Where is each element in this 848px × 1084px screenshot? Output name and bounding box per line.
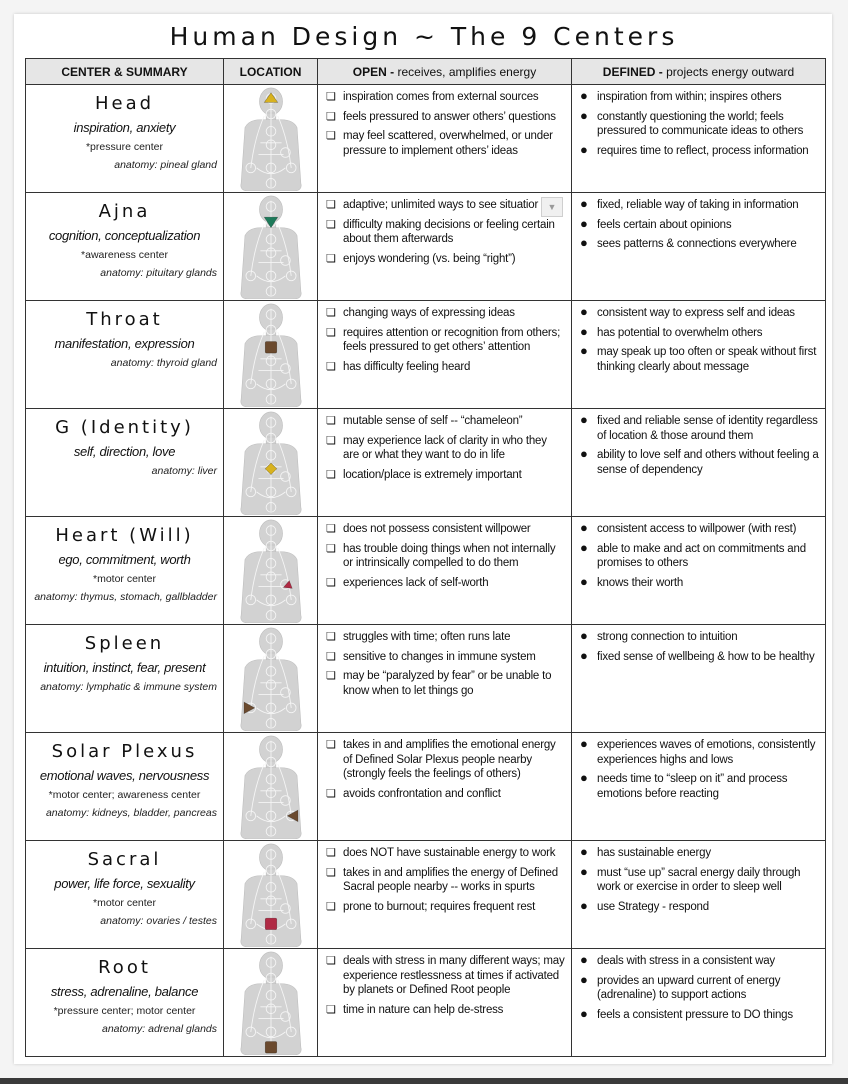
location-cell: [224, 841, 318, 949]
table-row: [26, 409, 826, 517]
checkbox-icon: ❏: [326, 130, 336, 142]
bullet-icon: ●: [580, 952, 588, 967]
center-summary-cell: [26, 625, 224, 733]
defined-trait-text: needs time to “sleep on it” and process emotions before reacting: [597, 773, 788, 800]
center-summary-cell: [26, 301, 224, 409]
bullet-icon: ●: [580, 628, 588, 643]
list-item: [580, 414, 819, 443]
list-item: [580, 738, 819, 767]
defined-trait-text: knows their worth: [597, 576, 684, 589]
defined-list: [572, 409, 825, 477]
list-item: [326, 576, 565, 591]
bullet-icon: ●: [580, 770, 588, 785]
bullet-icon: ●: [580, 323, 588, 339]
checkbox-icon: ❏: [326, 670, 336, 682]
bodygraph-svg: [234, 303, 308, 407]
defined-trait-text: has sustainable energy: [597, 847, 711, 859]
table-row: [26, 841, 826, 949]
open-trait-text: deals with stress in many different ways; may experience restlessness at times if activated by planets or Defined Root people: [343, 955, 565, 996]
list-item: [580, 630, 819, 645]
defined-trait-text: experiences waves of emotions, consistently experiences highs and lows: [597, 739, 816, 766]
list-item: [326, 218, 565, 247]
defined-cell: [572, 517, 826, 625]
defined-list: [572, 841, 825, 914]
list-item: [580, 897, 819, 915]
open-trait-text: has difficulty feeling heard: [343, 360, 471, 373]
open-list: [318, 625, 571, 698]
checkbox-icon: ❏: [326, 739, 336, 751]
center-keywords: emotional waves, nervousness: [39, 768, 210, 783]
location-cell: [224, 193, 318, 301]
bullet-icon: ●: [580, 235, 588, 250]
bodygraph-icon: [224, 303, 317, 407]
bodygraph-icon: [224, 735, 317, 839]
list-item: [326, 129, 565, 158]
checkbox-icon: ❏: [326, 218, 336, 231]
open-trait-text: takes in and amplifies the energy of Defined Sacral people nearby -- works in spurts: [343, 866, 558, 893]
open-list: [318, 193, 571, 266]
bodygraph-icon: [224, 411, 317, 515]
bullet-icon: ●: [580, 844, 588, 859]
bodygraph-icon: [224, 195, 317, 299]
open-trait-text: experiences lack of self-worth: [343, 576, 489, 589]
list-item: [580, 539, 819, 571]
center-type-note: *pressure center; motor center: [53, 1005, 196, 1017]
open-trait-text: takes in and amplifies the emotional energy of Defined Solar Plexus people nearby (strongly feels the feelings of others): [343, 739, 556, 780]
defined-trait-text: fixed and reliable sense of identity regardless of location & those around them: [597, 415, 818, 442]
list-item: [326, 738, 565, 782]
open-cell: [318, 625, 572, 733]
list-item: [580, 215, 819, 233]
location-cell: [224, 409, 318, 517]
defined-list: [572, 193, 825, 252]
defined-cell: [572, 409, 826, 517]
list-item: [326, 1003, 565, 1018]
defined-cell: [572, 85, 826, 193]
location-cell: [224, 301, 318, 409]
checkbox-icon: ❏: [326, 1003, 336, 1016]
bodygraph-svg: [234, 951, 308, 1055]
bodygraph-icon: [224, 951, 317, 1055]
defined-trait-text: fixed, reliable way of taking in information: [597, 199, 799, 211]
defined-cell: [572, 193, 826, 301]
open-trait-text: does not possess consistent willpower: [343, 523, 531, 535]
open-cell: [318, 85, 572, 193]
bodygraph-svg: [234, 519, 308, 623]
defined-trait-text: consistent access to willpower (with rest): [597, 523, 797, 535]
defined-trait-text: feels a consistent pressure to DO things: [597, 1008, 793, 1021]
center-anatomy: anatomy: lymphatic & immune system: [40, 681, 217, 693]
open-trait-text: requires attention or recognition from others; feels pressured to get others’ attention: [343, 326, 561, 353]
defined-trait-text: sees patterns & connections everywhere: [597, 238, 797, 250]
table-row: [26, 949, 826, 1057]
center-anatomy: anatomy: pineal gland: [114, 159, 217, 171]
location-cell: [224, 949, 318, 1057]
open-trait-text: difficulty making decisions or feeling certain about them afterwards: [343, 218, 555, 245]
open-cell: [318, 841, 572, 949]
bodygraph-icon: [224, 843, 317, 947]
bullet-icon: ●: [580, 215, 588, 231]
bullet-icon: ●: [580, 304, 588, 319]
bullet-icon: ●: [580, 446, 588, 461]
bodygraph-svg: [234, 411, 308, 515]
center-keywords: intuition, instinct, fear, present: [43, 660, 206, 675]
defined-cell: [572, 733, 826, 841]
list-item: [580, 107, 819, 139]
open-trait-text: has trouble doing things when not internally or intrinsically compelled to do them: [343, 542, 556, 569]
open-list: [318, 301, 571, 374]
center-name: Throat: [86, 309, 163, 330]
defined-list: [572, 517, 825, 590]
table-row: [26, 193, 826, 301]
checkbox-icon: ❏: [326, 631, 336, 643]
open-trait-text: mutable sense of self -- “chameleon”: [343, 415, 523, 427]
center-keywords: cognition, conceptualization: [48, 228, 201, 243]
center-type-note: *motor center: [92, 573, 157, 585]
checkbox-icon: ❏: [326, 542, 336, 555]
bullet-icon: ●: [580, 647, 588, 663]
center-name: Sacral: [87, 849, 162, 870]
list-item: [580, 846, 819, 861]
open-trait-text: sensitive to changes in immune system: [343, 650, 536, 663]
center-keywords: manifestation, expression: [54, 336, 195, 351]
open-cell: [318, 193, 572, 301]
chevron-down-icon[interactable]: ▼: [541, 197, 563, 217]
defined-trait-text: provides an upward current of energy (adrenaline) to support actions: [597, 974, 781, 1001]
bodygraph-svg: [234, 627, 308, 731]
header-location: LOCATION: [224, 59, 318, 85]
list-item: [326, 360, 565, 375]
list-item: [326, 846, 565, 861]
open-list: [318, 85, 571, 158]
list-item: [580, 198, 819, 213]
open-trait-text: changing ways of expressing ideas: [343, 307, 515, 319]
open-trait-text: enjoys wondering (vs. being “right”): [343, 252, 516, 265]
list-item: [326, 326, 565, 355]
list-item: [580, 90, 819, 105]
defined-trait-text: strong connection to intuition: [597, 631, 738, 643]
open-list: [318, 733, 571, 801]
list-item: [326, 306, 565, 321]
open-trait-text: may be “paralyzed by fear” or be unable to know when to let things go: [343, 670, 552, 697]
center-name: G (Identity): [55, 417, 194, 438]
bullet-icon: ●: [580, 736, 588, 751]
list-item: [326, 198, 565, 213]
open-trait-text: feels pressured to answer others’ questions: [343, 110, 556, 123]
center-keywords: self, direction, love: [73, 444, 176, 459]
header-defined-label: DEFINED -: [602, 64, 663, 79]
table-row: [26, 733, 826, 841]
bullet-icon: ●: [580, 88, 588, 103]
list-item: [326, 954, 565, 998]
checkbox-icon: ❏: [326, 110, 336, 123]
bullet-icon: ●: [580, 343, 588, 358]
bullet-icon: ●: [580, 897, 588, 913]
list-item: [580, 237, 819, 252]
checkbox-icon: ❏: [326, 307, 336, 319]
table-header-row: [26, 59, 826, 85]
center-name: Heart (Will): [55, 525, 194, 546]
checkbox-icon: ❏: [326, 650, 336, 663]
open-list: [318, 409, 571, 482]
list-item: [326, 630, 565, 645]
center-name: Ajna: [98, 201, 151, 222]
defined-trait-text: deals with stress in a consistent way: [597, 955, 775, 967]
defined-trait-text: ability to love self and others without feeling a sense of dependency: [597, 449, 819, 476]
center-type-note: *pressure center: [85, 141, 164, 153]
list-item: [326, 434, 565, 463]
defined-list: [572, 949, 825, 1022]
list-item: [580, 954, 819, 969]
defined-trait-text: may speak up too often or speak without first thinking clearly about message: [597, 346, 817, 373]
list-item: [326, 669, 565, 698]
checkbox-icon: ❏: [326, 866, 336, 879]
list-item: [326, 866, 565, 895]
list-item: [580, 306, 819, 321]
center-anatomy: anatomy: liver: [151, 465, 217, 477]
list-item: [326, 522, 565, 537]
bodygraph-icon: [224, 519, 317, 623]
center-type-note: *motor center: [92, 897, 157, 909]
defined-trait-text: fixed sense of wellbeing & how to be healthy: [597, 650, 815, 663]
center-summary-cell: [26, 193, 224, 301]
center-anatomy: anatomy: thymus, stomach, gallbladder: [34, 591, 217, 603]
list-item: [326, 468, 565, 483]
defined-trait-text: able to make and act on commitments and promises to others: [597, 542, 806, 569]
list-item: [326, 110, 565, 125]
defined-trait-text: inspiration from within; inspires others: [597, 91, 782, 103]
open-trait-text: inspiration comes from external sources: [343, 91, 539, 103]
center-marker: [265, 342, 277, 354]
bullet-icon: ●: [580, 141, 588, 157]
bullet-icon: ●: [580, 520, 588, 535]
list-item: [326, 650, 565, 665]
checkbox-icon: ❏: [326, 434, 336, 447]
location-cell: [224, 517, 318, 625]
open-trait-text: may experience lack of clarity in who they are or what they want to do in life: [343, 434, 547, 461]
defined-cell: [572, 625, 826, 733]
open-trait-text: may feel scattered, overwhelmed, or under pressure to implement others’ ideas: [343, 130, 553, 157]
defined-trait-text: feels certain about opinions: [597, 218, 732, 231]
list-item: [580, 323, 819, 341]
center-summary-cell: [26, 85, 224, 193]
header-center-summary: CENTER & SUMMARY: [26, 59, 224, 85]
table-body: [26, 85, 826, 1057]
center-name: Spleen: [84, 633, 165, 654]
list-item: [580, 522, 819, 537]
header-open-label: OPEN -: [352, 64, 395, 79]
open-trait-text: time in nature can help de-stress: [343, 1003, 504, 1016]
center-summary-cell: [26, 949, 224, 1057]
center-keywords: inspiration, anxiety: [73, 120, 176, 135]
center-anatomy: anatomy: ovaries / testes: [100, 915, 217, 927]
checkbox-icon: ❏: [326, 955, 336, 967]
defined-cell: [572, 841, 826, 949]
center-marker: [265, 918, 277, 930]
checkbox-icon: ❏: [326, 360, 336, 373]
open-trait-text: adaptive; unlimited ways to see situatior: [343, 199, 539, 211]
open-list: [318, 841, 571, 914]
checkbox-icon: ❏: [326, 326, 336, 339]
defined-trait-text: constantly questioning the world; feels pressured to communicate ideas to others: [597, 110, 804, 137]
bullet-icon: ●: [580, 412, 588, 427]
bodygraph-icon: [224, 627, 317, 731]
bullet-icon: ●: [580, 196, 588, 211]
checkbox-icon: ❏: [326, 576, 336, 589]
list-item: [580, 448, 819, 477]
checkbox-icon: ❏: [326, 468, 336, 481]
open-list: [318, 517, 571, 590]
bullet-icon: ●: [580, 1005, 588, 1021]
center-name: Head: [94, 93, 155, 114]
bodygraph-svg: [234, 843, 308, 947]
list-item: [580, 345, 819, 374]
center-summary-cell: [26, 409, 224, 517]
list-item: [580, 141, 819, 159]
checkbox-icon: ❏: [326, 199, 336, 211]
center-type-note: *motor center; awareness center: [48, 789, 201, 801]
list-item: [326, 900, 565, 915]
open-trait-text: struggles with time; often runs late: [343, 631, 511, 643]
defined-cell: [572, 301, 826, 409]
center-type-note: *awareness center: [81, 249, 168, 261]
header-defined-desc: projects energy outward: [662, 64, 795, 79]
checkbox-icon: ❏: [326, 847, 336, 859]
center-summary-cell: [26, 733, 224, 841]
page-title: Human Design ~ The 9 Centers: [169, 22, 679, 51]
table-row: [26, 85, 826, 193]
location-cell: [224, 625, 318, 733]
defined-list: [572, 733, 825, 801]
list-item: [580, 772, 819, 801]
defined-trait-text: requires time to reflect, process information: [597, 144, 809, 157]
checkbox-icon: ❏: [326, 91, 336, 103]
table-row: [26, 517, 826, 625]
open-list: [318, 949, 571, 1017]
defined-trait-text: consistent way to express self and ideas: [597, 307, 795, 319]
header-open: [318, 59, 572, 85]
list-item: [326, 787, 565, 802]
center-summary-cell: [26, 841, 224, 949]
open-cell: [318, 409, 572, 517]
center-keywords: power, life force, sexuality: [54, 876, 195, 891]
open-trait-text: prone to burnout; requires frequent rest: [343, 900, 536, 913]
bodygraph-svg: [234, 735, 308, 839]
list-item: [326, 90, 565, 105]
bullet-icon: ●: [580, 539, 588, 555]
header-defined: [572, 59, 826, 85]
center-name: Solar Plexus: [51, 741, 198, 762]
defined-trait-text: use Strategy - respond: [597, 900, 709, 913]
checkbox-icon: ❏: [326, 900, 336, 913]
open-cell: [318, 517, 572, 625]
header-open-desc: receives, amplifies energy: [394, 64, 537, 79]
center-marker: [265, 1042, 277, 1054]
bullet-icon: ●: [580, 971, 588, 987]
list-item: [580, 1005, 819, 1023]
bullet-icon: ●: [580, 863, 588, 879]
bullet-icon: ●: [580, 573, 588, 589]
bodygraph-svg: [234, 87, 308, 191]
defined-list: [572, 625, 825, 664]
list-item: [580, 573, 819, 591]
location-cell: [224, 85, 318, 193]
list-item: [580, 647, 819, 665]
defined-cell: [572, 949, 826, 1057]
table-row: [26, 625, 826, 733]
defined-trait-text: has potential to overwhelm others: [597, 326, 763, 339]
bodygraph-svg: [234, 195, 308, 299]
center-anatomy: anatomy: pituitary glands: [100, 267, 217, 279]
defined-list: [572, 85, 825, 158]
bodygraph-icon: [224, 87, 317, 191]
centers-table: [25, 58, 826, 1057]
checkbox-icon: ❏: [326, 787, 336, 800]
location-cell: [224, 733, 318, 841]
center-anatomy: anatomy: kidneys, bladder, pancreas: [45, 807, 217, 819]
center-name: Root: [98, 957, 151, 978]
center-summary-cell: [26, 517, 224, 625]
center-anatomy: anatomy: adrenal glands: [102, 1023, 217, 1035]
list-item: [326, 542, 565, 571]
open-cell: [318, 733, 572, 841]
open-cell: [318, 301, 572, 409]
center-keywords: stress, adrenaline, balance: [50, 984, 199, 999]
list-item: [326, 252, 565, 267]
center-anatomy: anatomy: thyroid gland: [110, 357, 217, 369]
list-item: [580, 863, 819, 895]
defined-trait-text: must “use up” sacral energy daily through work or exercise in order to sleep well: [597, 866, 801, 893]
open-cell: [318, 949, 572, 1057]
table-row: [26, 301, 826, 409]
list-item: [580, 971, 819, 1003]
defined-list: [572, 301, 825, 374]
list-item: [326, 414, 565, 429]
open-trait-text: does NOT have sustainable energy to work: [343, 847, 556, 859]
checkbox-icon: ❏: [326, 415, 336, 427]
open-trait-text: avoids confrontation and conflict: [343, 787, 501, 800]
bullet-icon: ●: [580, 107, 588, 123]
checkbox-icon: ❏: [326, 252, 336, 265]
open-trait-text: location/place is extremely important: [343, 468, 522, 481]
checkbox-icon: ❏: [326, 523, 336, 535]
center-keywords: ego, commitment, worth: [58, 552, 191, 567]
